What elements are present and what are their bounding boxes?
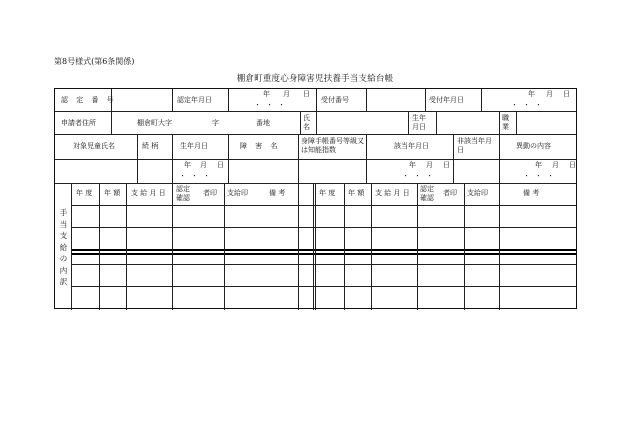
row4-elig-month: 月 (426, 161, 433, 169)
row4-elig-year: 年 (409, 161, 416, 169)
child-name-label: 対象児童氏名 (73, 142, 115, 150)
thick-divider (71, 253, 576, 255)
occupation-label: 職業 (502, 114, 509, 131)
breakdown-side-label: 手当支給の内訳 (59, 208, 68, 286)
aza-label: 字 (212, 119, 219, 127)
row4-change-month: 月 (552, 161, 559, 169)
nintei-month: 月 (283, 90, 290, 98)
row-divider (55, 159, 576, 160)
applicant-address-label: 申請者住所 (61, 119, 96, 127)
header-biko: 備 考 (269, 189, 286, 197)
notebook-label: 身障手帳番号等級又は知能指数 (301, 137, 364, 154)
header-shikyu-in-2: 支給印 (467, 189, 488, 197)
row-divider (71, 205, 576, 206)
row4-change-year: 年 (535, 161, 542, 169)
uketsuke-year: 年 (528, 90, 535, 98)
nintei-date-dots: ・・・ (254, 101, 290, 109)
nintei-day: 日 (303, 90, 310, 98)
header-shain: 者印 (203, 189, 217, 197)
row4-dots: ・・・ (179, 172, 215, 180)
child-birthdate-label: 生年月日 (180, 142, 208, 150)
nintei-date-label: 認定年月日 (177, 96, 212, 104)
uketsuke-bango-label: 受付番号 (321, 96, 349, 104)
header-nintei-kakunin-2: 認定確認 (420, 185, 434, 202)
row4-elig-dots: ・・・ (402, 172, 438, 180)
header-shain-2: 者印 (443, 189, 457, 197)
row-divider (71, 264, 576, 265)
ineligible-date-label: 非該当年月日 (457, 137, 492, 154)
header-nengaku: 年 額 (104, 189, 121, 197)
form-code: 第8号様式(第6条関係) (54, 57, 135, 66)
header-shikyu-date-2: 支 給 月 日 (375, 189, 410, 197)
uketsuke-day: 日 (563, 90, 570, 98)
header-nengaku-2: 年 額 (348, 189, 365, 197)
row-divider (71, 286, 576, 287)
banchi-label: 番地 (256, 119, 270, 127)
thick-divider (71, 249, 576, 251)
town-label: 棚倉町大字 (137, 119, 172, 127)
row4-day: 日 (217, 161, 224, 169)
applicant-name-label: 氏名 (303, 114, 310, 131)
disability-name-label: 障 害 名 (240, 142, 281, 150)
row4-elig-day: 日 (443, 161, 450, 169)
row4-year: 年 (184, 161, 191, 169)
row4-change-day: 日 (569, 161, 576, 169)
nintei-bango-label: 認 定 番 号 (61, 96, 117, 104)
uketsuke-date-label: 受付年月日 (429, 96, 464, 104)
relation-label: 続 柄 (142, 142, 159, 150)
header-nendo: 年 度 (76, 189, 93, 197)
row4-change-dots: ・・・ (523, 172, 559, 180)
header-nintei-kakunin: 認定確認 (176, 185, 190, 202)
ledger-table (54, 88, 577, 309)
row-divider (55, 134, 576, 135)
header-shikyu-in: 支給印 (227, 189, 248, 197)
header-shikyu-date: 支 給 月 日 (131, 189, 166, 197)
nintei-year: 年 (263, 90, 270, 98)
uketsuke-month: 月 (546, 90, 553, 98)
header-biko-2: 備 考 (523, 189, 540, 197)
change-label: 異動の内容 (516, 142, 551, 150)
applicant-birthdate-label: 生年月日 (412, 114, 426, 131)
form-title: 棚倉町重度心身障害児扶養手当支給台帳 (236, 74, 394, 84)
uketsuke-date-dots: ・・・ (511, 101, 547, 109)
eligible-date-label: 該当年月日 (394, 142, 429, 150)
header-nendo-2: 年 度 (319, 189, 336, 197)
row-divider (71, 227, 576, 228)
row4-month: 月 (200, 161, 207, 169)
